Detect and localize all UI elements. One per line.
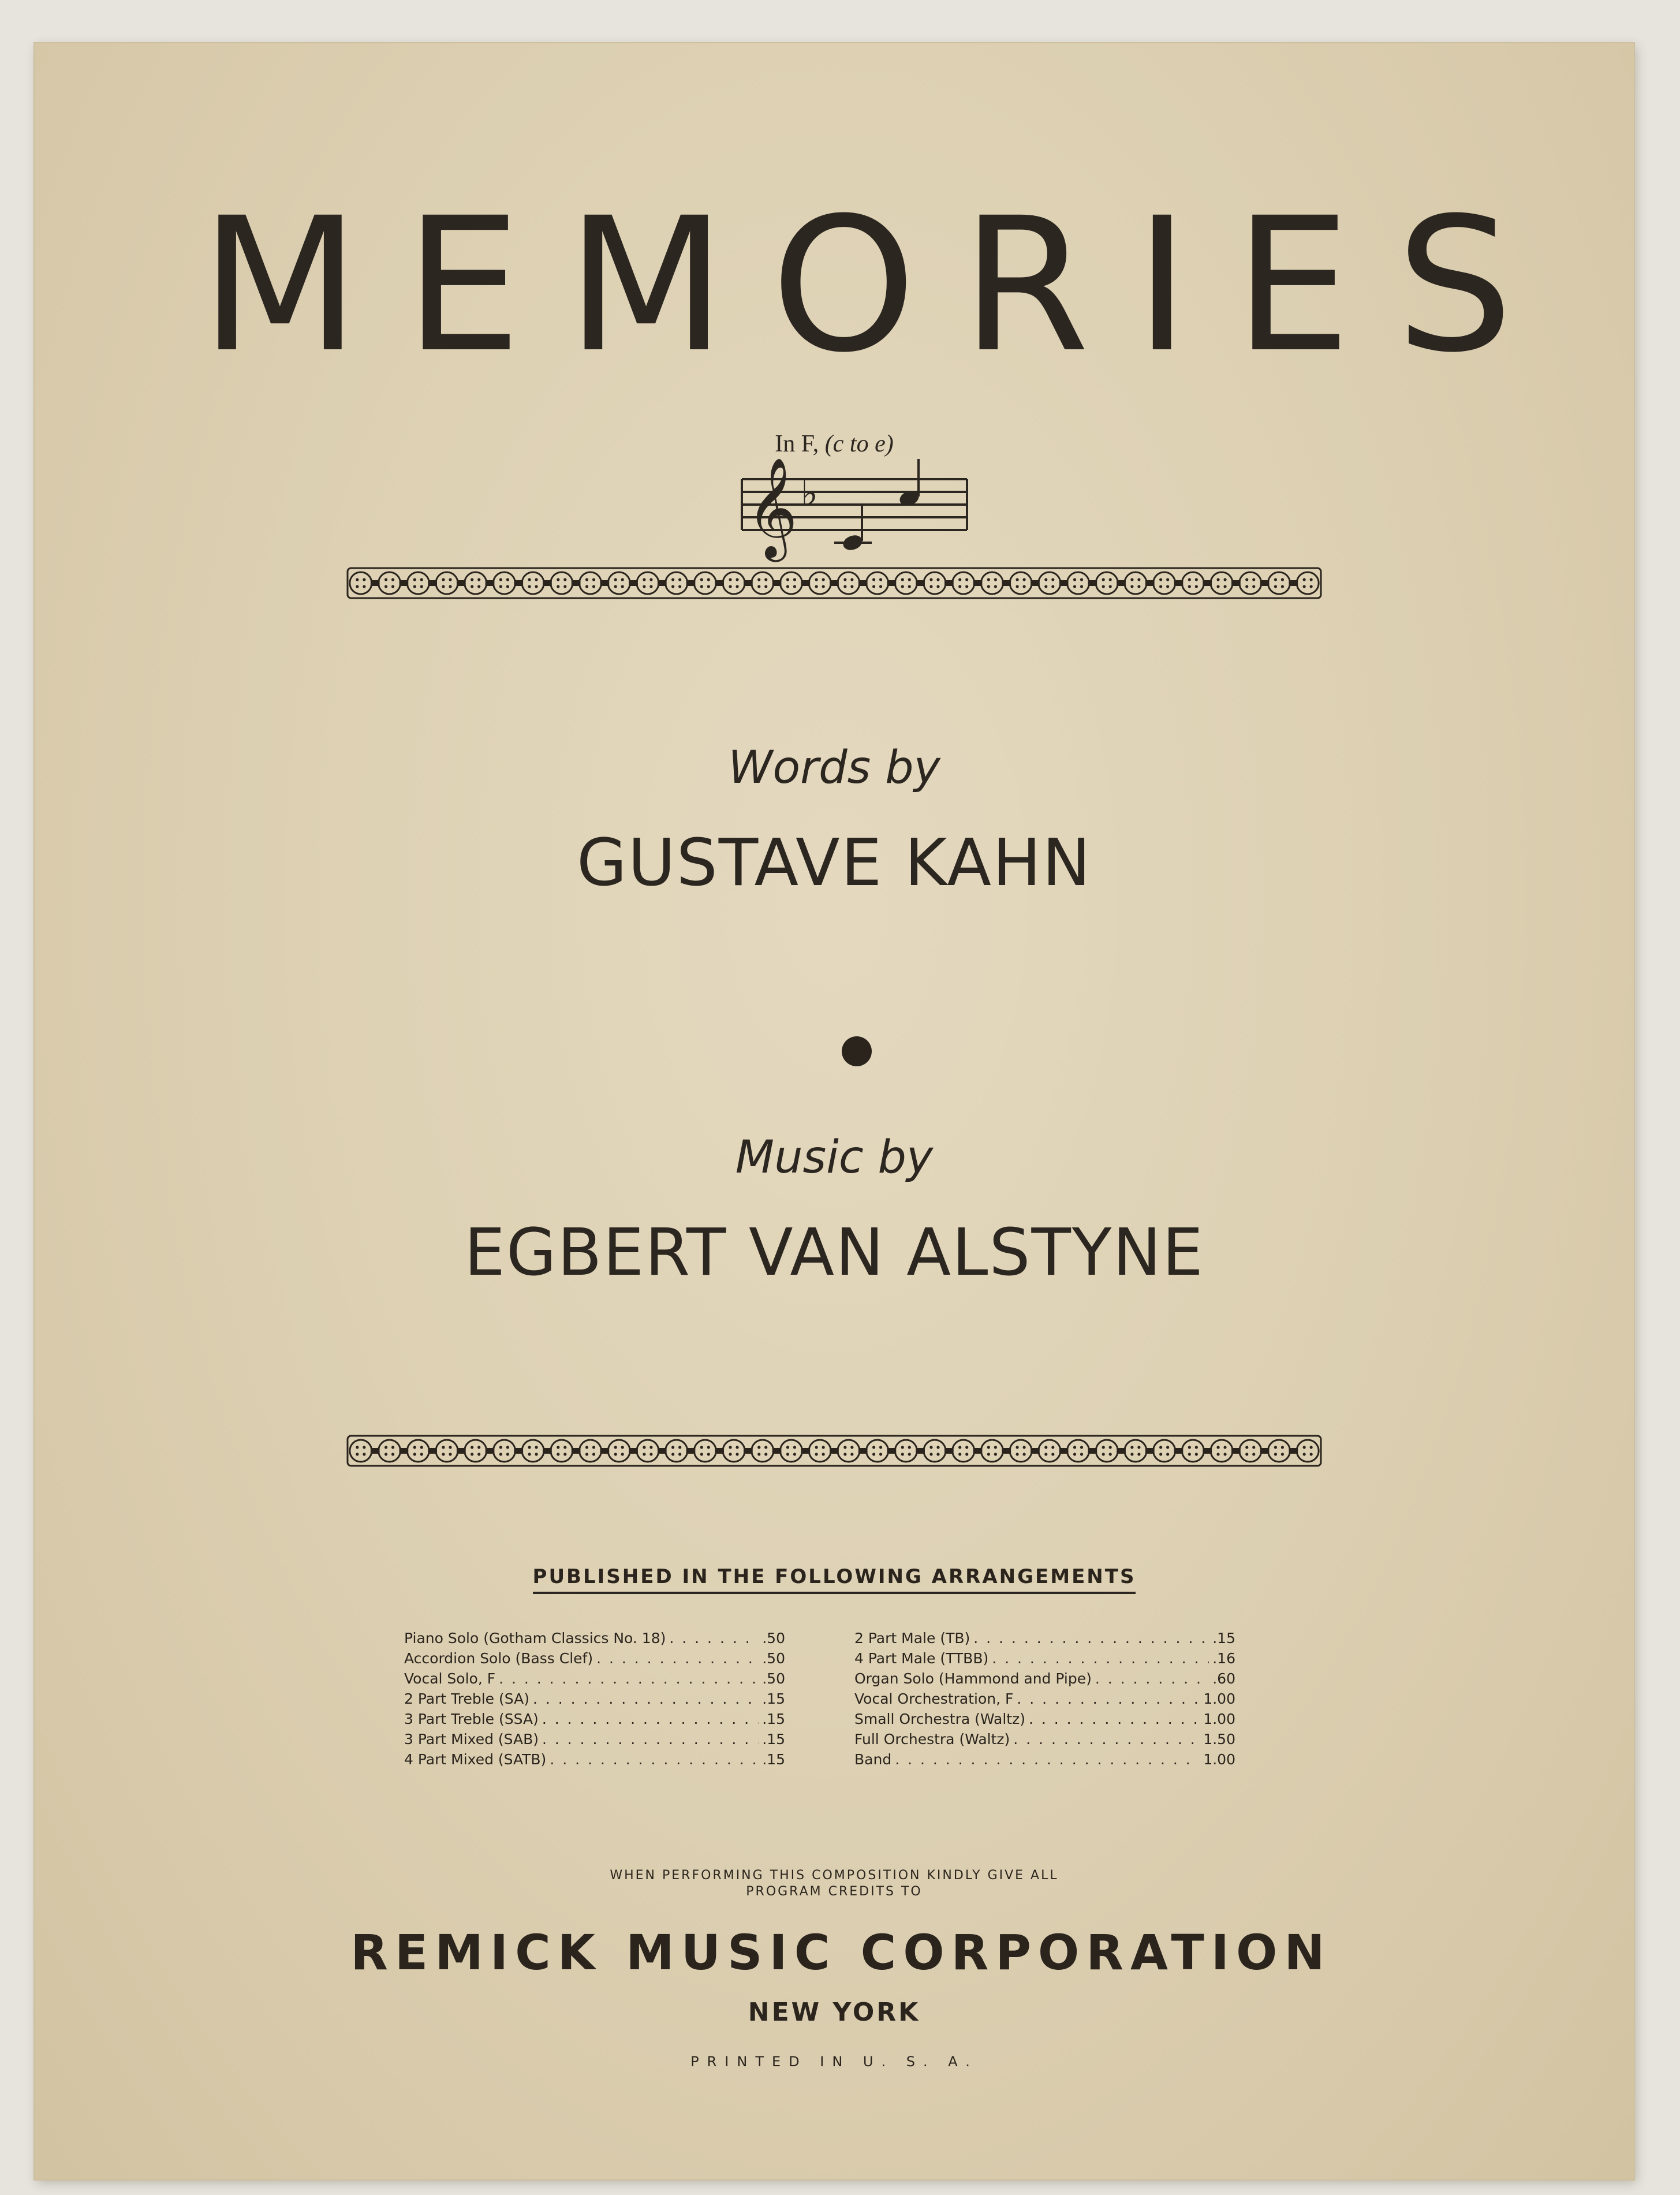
dot-leader <box>596 1648 759 1668</box>
decorative-border-top <box>346 566 1322 600</box>
arrangements-heading: PUBLISHED IN THE FOLLOWING ARRANGEMENTS <box>35 1565 1634 1594</box>
arrangement-item <box>854 1749 1235 1770</box>
treble-clef-icon: 𝄞 <box>746 457 798 558</box>
dot-leader <box>550 1749 759 1770</box>
arrangement-item <box>854 1729 1235 1749</box>
dot-leader <box>542 1729 759 1749</box>
printed-in-note: PRINTED IN U. S. A. <box>690 2054 978 2070</box>
arrangement-item <box>854 1689 1235 1709</box>
dot-leader <box>973 1628 1209 1648</box>
arrangement-name: 3 Part Mixed (SAB) <box>404 1731 539 1748</box>
arrangement-item <box>404 1689 785 1709</box>
arrangements-list-right <box>854 1628 1235 1770</box>
arrangement-name: Vocal Solo, F <box>404 1670 496 1687</box>
separator-dot <box>842 1036 872 1066</box>
flat-sign-icon: ♭ <box>801 472 819 515</box>
arrangement-price: .15 <box>762 1751 785 1768</box>
vocal-range-label <box>35 430 1634 458</box>
lyricist-name: GUSTAVE KAHN <box>576 826 1092 901</box>
music-by-label: Music by <box>735 1132 934 1184</box>
arrangement-item <box>404 1648 785 1668</box>
dot-leader <box>895 1749 1200 1770</box>
arrangement-name: Full Orchestra (Waltz) <box>854 1731 1010 1748</box>
range-text: (c to e) <box>824 431 894 457</box>
arrangement-price: .50 <box>762 1630 785 1647</box>
publisher-city: NEW YORK <box>748 1998 921 2027</box>
arrangement-name: Accordion Solo (Bass Clef) <box>404 1650 593 1667</box>
dot-leader <box>1013 1729 1200 1749</box>
arrangement-name: 2 Part Male (TB) <box>854 1630 970 1647</box>
arrangement-price: 1.00 <box>1203 1711 1235 1727</box>
vocal-range-staff <box>736 456 973 563</box>
arrangement-price: .50 <box>762 1670 785 1687</box>
key-label: In F, <box>775 431 819 457</box>
arrangement-name: Piano Solo (Gotham Classics No. 18) <box>404 1630 666 1647</box>
arrangement-price: 1.50 <box>1203 1731 1235 1748</box>
arrangement-item <box>404 1668 785 1689</box>
arrangement-item <box>404 1709 785 1729</box>
dot-leader <box>1017 1689 1200 1709</box>
arrangement-name: Small Orchestra (Waltz) <box>854 1711 1025 1727</box>
dot-leader <box>499 1668 759 1689</box>
decorative-border-bottom <box>346 1434 1322 1468</box>
arrangement-name: Vocal Orchestration, F <box>854 1690 1014 1707</box>
arrangement-price: .16 <box>1212 1650 1235 1667</box>
dot-leader <box>669 1628 759 1648</box>
arrangement-name: Organ Solo (Hammond and Pipe) <box>854 1670 1092 1687</box>
arrangements-list-left <box>404 1628 785 1770</box>
dot-leader <box>1029 1709 1200 1729</box>
arrangement-item <box>404 1628 785 1648</box>
arrangement-name: 3 Part Treble (SSA) <box>404 1711 539 1727</box>
arrangement-item <box>854 1668 1235 1689</box>
program-credit-note: WHEN PERFORMING THIS COMPOSITION KINDLY GIVE ALL PROGRAM CREDITS TO <box>610 1868 1059 1899</box>
arrangement-price: .15 <box>762 1731 785 1748</box>
arrangement-price: .15 <box>762 1711 785 1727</box>
dot-leader <box>992 1648 1209 1668</box>
arrangement-name: 4 Part Male (TTBB) <box>854 1650 989 1667</box>
arrangement-item <box>854 1709 1235 1729</box>
arrangement-item <box>854 1648 1235 1668</box>
arrangement-price: 1.00 <box>1203 1751 1235 1768</box>
arrangement-name: 2 Part Treble (SA) <box>404 1690 529 1707</box>
arrangement-price: .15 <box>762 1690 785 1707</box>
dot-leader <box>533 1689 759 1709</box>
arrangement-price: 1.00 <box>1203 1690 1235 1707</box>
arrangement-price: .50 <box>762 1650 785 1667</box>
dot-leader <box>1095 1668 1209 1689</box>
words-by-label: Words by <box>728 742 940 794</box>
arrangement-item <box>854 1628 1235 1648</box>
arrangement-price: .15 <box>1212 1630 1235 1647</box>
dot-leader <box>542 1709 759 1729</box>
arrangement-item <box>404 1729 785 1749</box>
sheet-music-cover <box>35 43 1634 2179</box>
song-title: MEMORIES <box>200 178 1559 393</box>
arrangement-name: Band <box>854 1751 892 1768</box>
composer-name: EGBERT VAN ALSTYNE <box>464 1215 1204 1290</box>
arrangement-price: .60 <box>1212 1670 1235 1687</box>
arrangement-name: 4 Part Mixed (SATB) <box>404 1751 547 1768</box>
arrangement-item <box>404 1749 785 1770</box>
publisher-name: REMICK MUSIC CORPORATION <box>350 1924 1332 1981</box>
